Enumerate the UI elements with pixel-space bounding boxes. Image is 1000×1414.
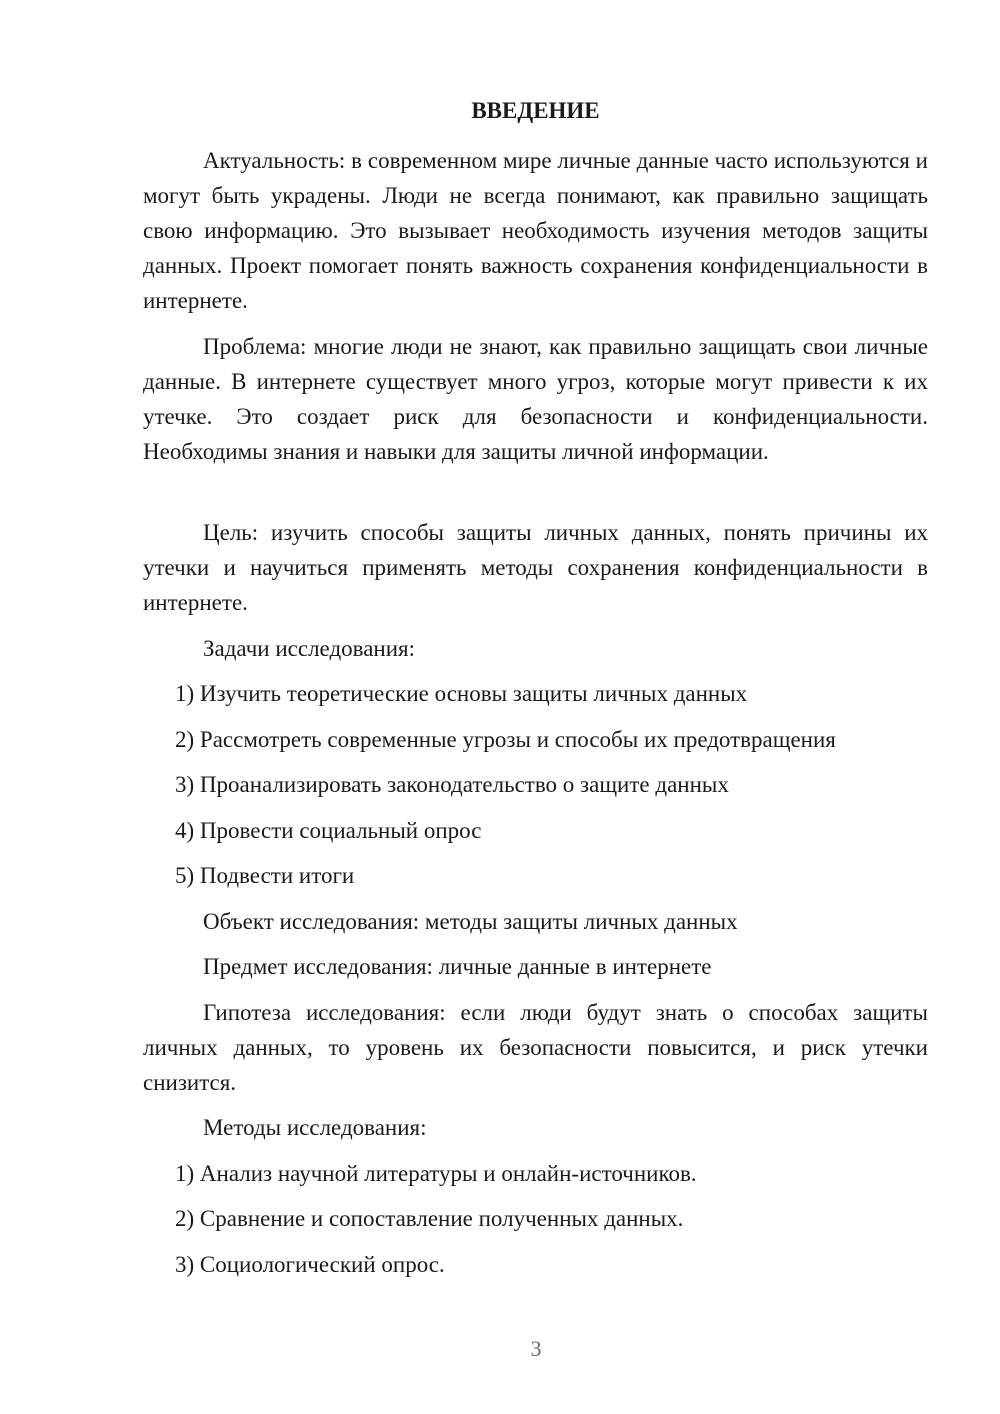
method-item-2: 2) Сравнение и сопоставление полученных данных.: [175, 1206, 684, 1231]
task-item-5: 5) Подвести итоги: [175, 863, 355, 888]
paragraph-hypothesis: Гипотеза исследования: если люди будут знать о способах защиты личных данных, то уровень их безопасности повысится, и риск утечки снизится.: [143, 1000, 928, 1095]
method-item-1: 1) Анализ научной литературы и онлайн-источников.: [175, 1161, 697, 1186]
paragraph-goal: Цель: изучить способы защиты личных данных, понять причины их утечки и научиться применять методы сохранения конфиденциальности в интернете.: [143, 520, 928, 615]
task-item-1: 1) Изучить теоретические основы защиты личных данных: [175, 681, 748, 706]
paragraph-problem: Проблема: многие люди не знают, как правильно защищать свои личные данные. В интернете существует много угроз, которые могут привести к их утечке. Это создает риск для безопасности и конфиденциальности. Необходимы знания и навыки для защиты личной информации.: [143, 334, 928, 464]
task-item-3: 3) Проанализировать законодательство о защите данных: [175, 772, 729, 797]
task-item-2: 2) Рассмотреть современные угрозы и способы их предотвращения: [175, 727, 836, 752]
methods-heading: Методы исследования:: [203, 1115, 427, 1140]
paragraph-relevance: Актуальность: в современном мире личные данные часто используются и могут быть украдены. Люди не всегда понимают, как правильно защищать свою информацию. Это вызывает необходимость изучения методов защиты данных. Проект помогает понять важность сохранения конфиденциальности в интернете.: [143, 148, 928, 313]
task-item-4: 4) Провести социальный опрос: [175, 818, 482, 843]
research-subject: Предмет исследования: личные данные в интернете: [203, 954, 712, 979]
page-title: ВВЕДЕНИЕ: [471, 98, 600, 123]
tasks-heading: Задачи исследования:: [203, 636, 416, 661]
page-number: 3: [530, 1336, 542, 1361]
method-item-3: 3) Социологический опрос.: [175, 1252, 445, 1277]
research-object: Объект исследования: методы защиты личных данных: [203, 909, 738, 934]
